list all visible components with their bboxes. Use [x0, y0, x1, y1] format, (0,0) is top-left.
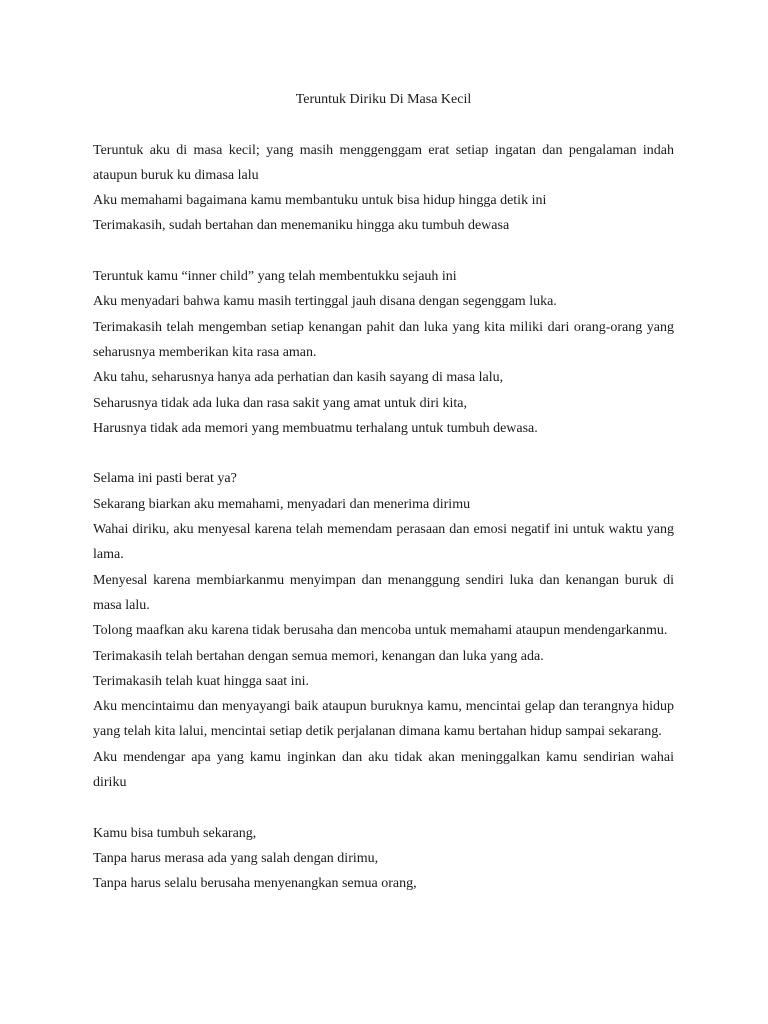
document-title: Teruntuk Diriku Di Masa Kecil — [295, 92, 472, 107]
text-line: Aku tahu, seharusnya hanya ada perhatian dan kasih sayang di masa lalu, — [93, 370, 504, 386]
text-line: Tanpa harus merasa ada yang salah dengan dirimu, — [93, 850, 379, 866]
text-line: Aku mencintaimu dan menyayangi baik ataupun buruknya kamu, mencintai gelap dan terangnya hidup yang telah kita lalui, mencintai setiap detik perjalanan dimana kamu bertahan hidup sampai sekarang. — [93, 699, 674, 740]
text-line: Terimakasih telah bertahan dengan semua memori, kenangan dan luka yang ada. — [93, 648, 544, 664]
text-line: Terimakasih, sudah bertahan dan menemaniku hingga aku tumbuh dewasa — [93, 218, 510, 234]
text-line: Wahai diriku, aku menyesal karena telah memendam perasaan dan emosi negatif ini untuk waktu yang lama. — [93, 522, 674, 563]
text-line: Teruntuk kamu “inner child” yang telah membentukku sejauh ini — [93, 269, 457, 285]
text-line: Harusnya tidak ada memori yang membuatmu terhalang untuk tumbuh dewasa. — [93, 420, 538, 436]
stanza-3 — [93, 466, 674, 795]
text-line: Tanpa harus selalu berusaha menyenangkan semua orang, — [93, 876, 417, 892]
text-line: Teruntuk aku di masa kecil; yang masih menggenggam erat setiap ingatan dan pengalaman indah ataupun buruk ku dimasa lalu — [93, 142, 674, 183]
text-line: Menyesal karena membiarkanmu menyimpan dan menanggung sendiri luka dan kenangan buruk di masa lalu. — [93, 572, 674, 613]
stanza-2 — [93, 264, 674, 441]
text-line: Seharusnya tidak ada luka dan rasa sakit yang amat untuk diri kita, — [93, 395, 468, 411]
stanza-4 — [93, 821, 674, 897]
text-line: Terimakasih telah mengemban setiap kenangan pahit dan luka yang kita miliki dari orang-orang yang seharusnya memberikan kita rasa aman. — [93, 319, 674, 360]
text-line: Sekarang biarkan aku memahami, menyadari dan menerima dirimu — [93, 496, 471, 512]
text-line: Aku menyadari bahwa kamu masih tertinggal jauh disana dengan segenggam luka. — [93, 294, 557, 310]
text-line: Aku memahami bagaimana kamu membantuku untuk bisa hidup hingga detik ini — [93, 193, 547, 209]
text-line: Tolong maafkan aku karena tidak berusaha dan mencoba untuk memahami ataupun mendengarkanmu. — [93, 623, 668, 639]
stanza-1 — [93, 138, 674, 239]
text-line: Kamu bisa tumbuh sekarang, — [93, 825, 257, 841]
text-line: Aku mendengar apa yang kamu inginkan dan aku tidak akan meninggalkan kamu sendirian wahai diriku — [93, 749, 674, 791]
document-page — [93, 87, 674, 897]
text-line: Selama ini pasti berat ya? — [93, 471, 237, 487]
text-line: Terimakasih telah kuat hingga saat ini. — [93, 673, 309, 689]
